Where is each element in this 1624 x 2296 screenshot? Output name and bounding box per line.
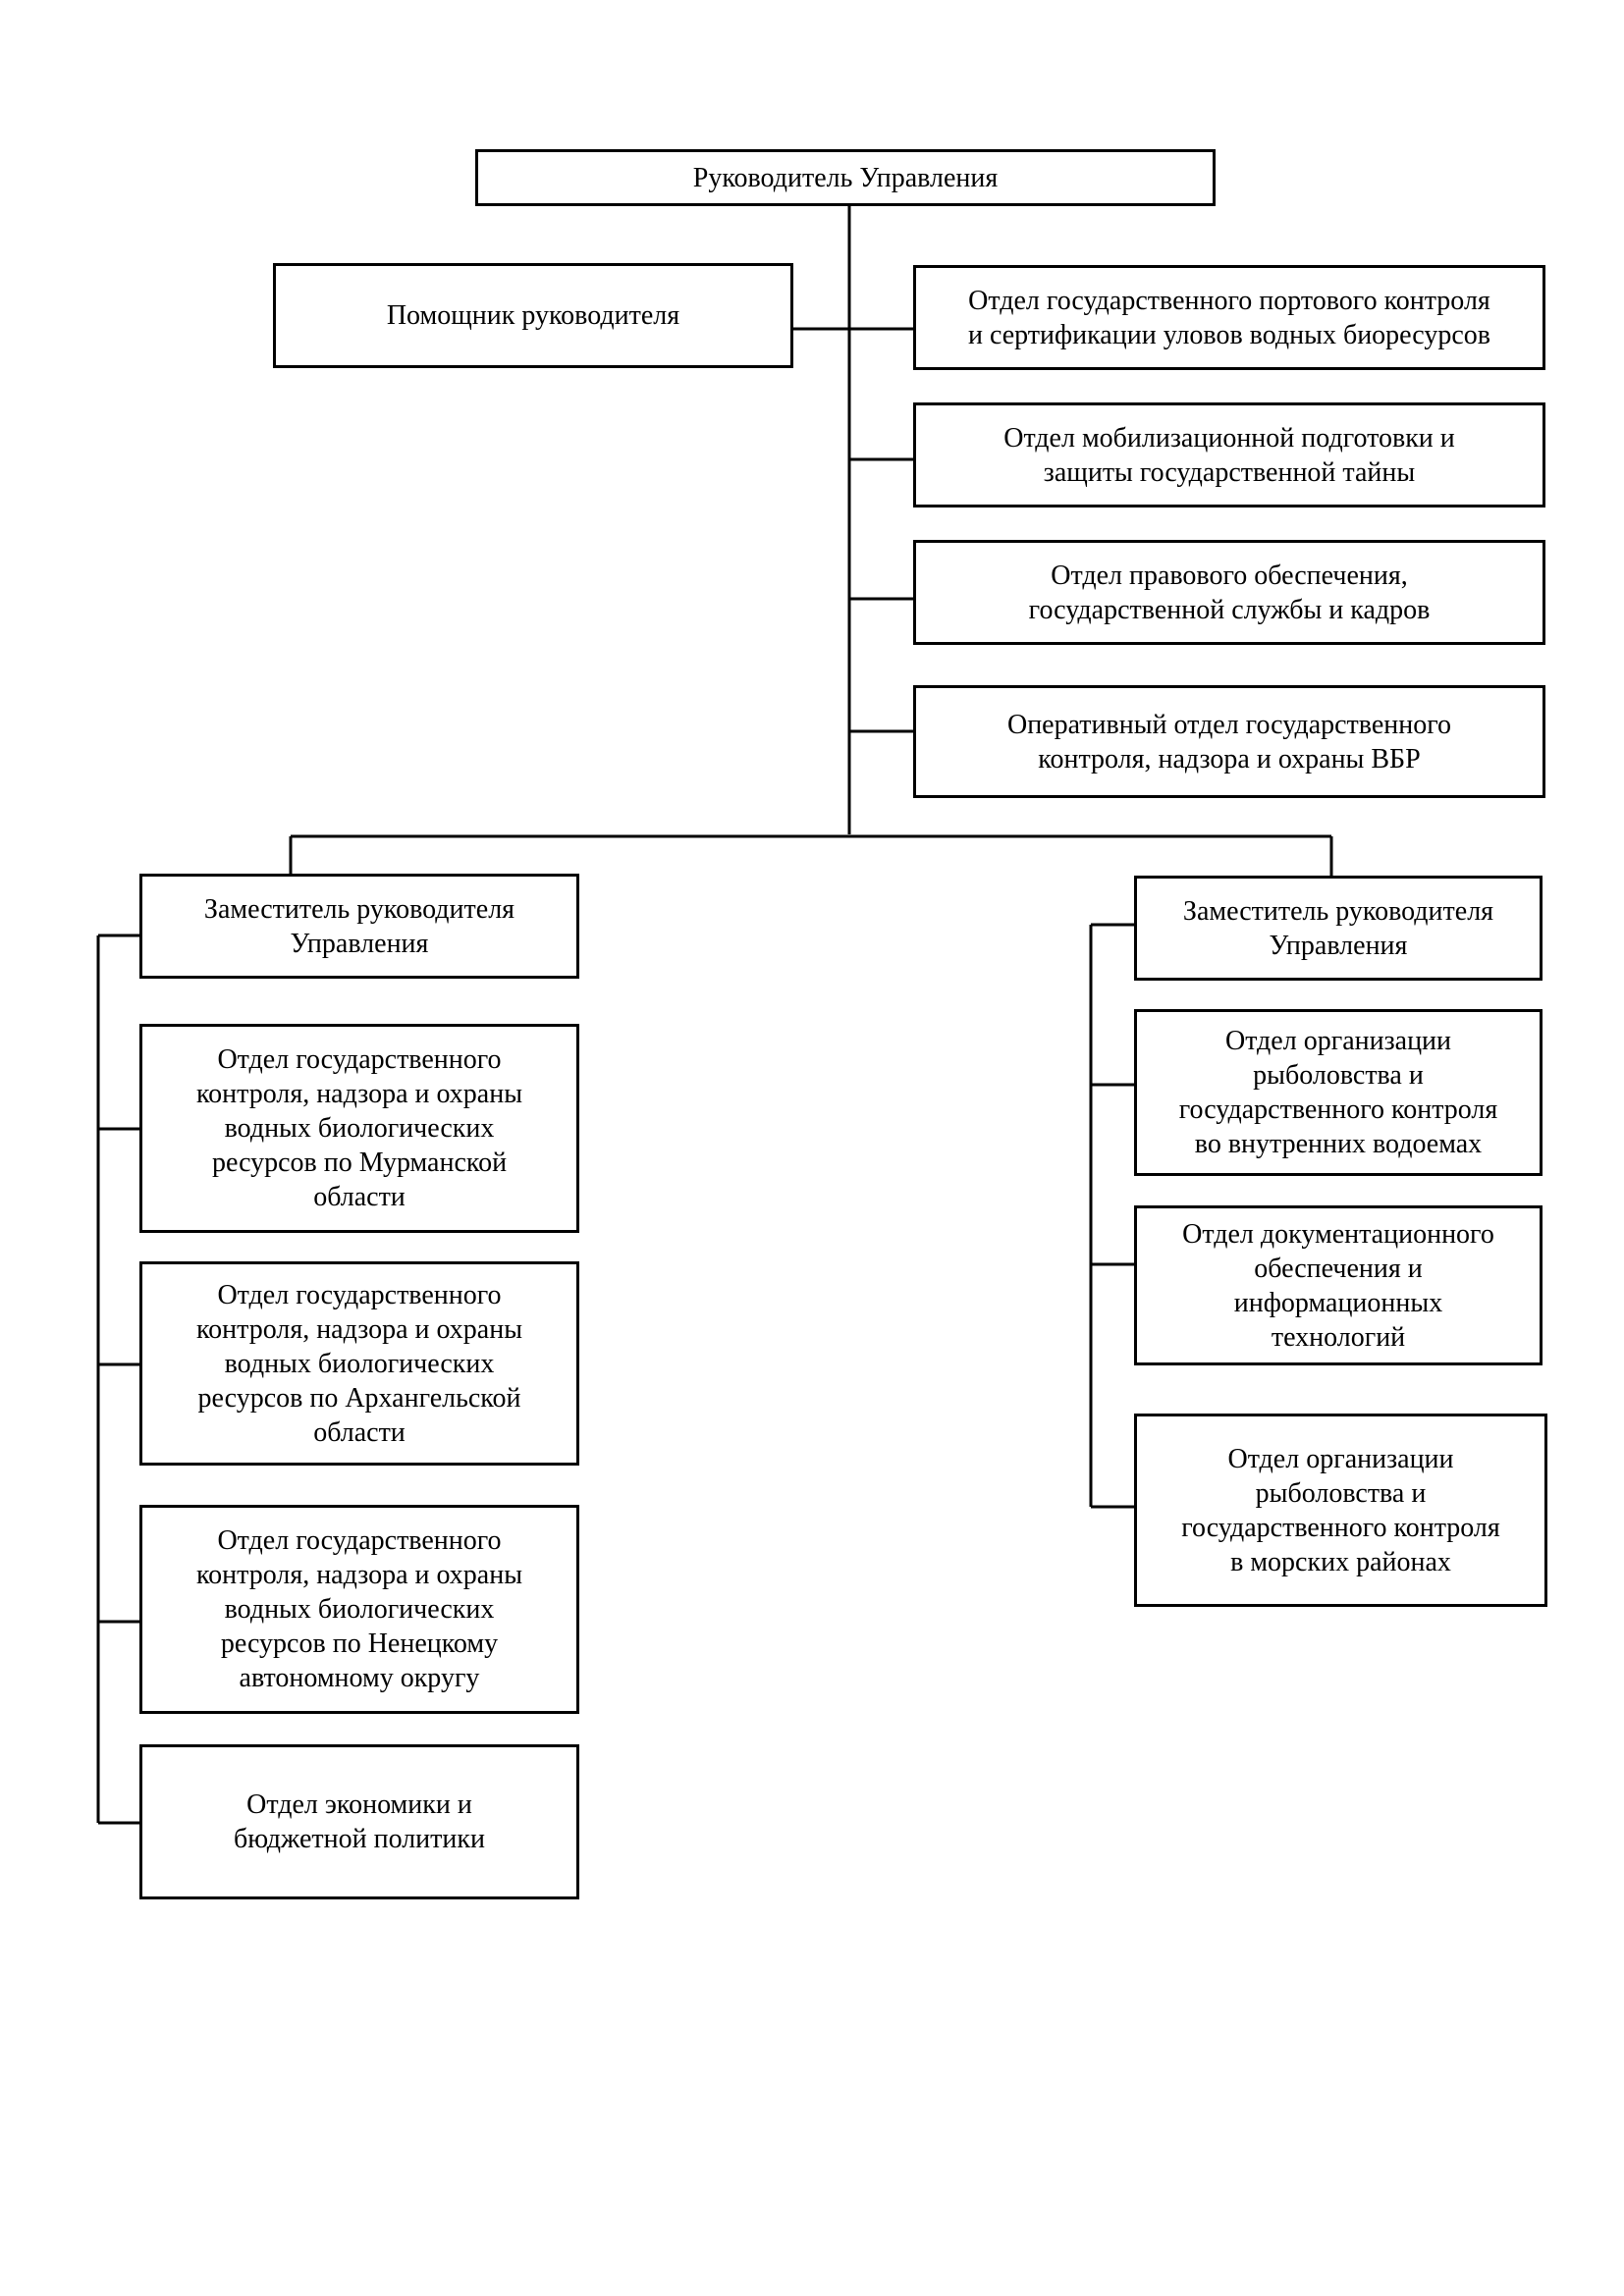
direct-department-box [913,540,1545,645]
direct-department-box [913,685,1545,798]
left-department-label: Отдел государственного контроля, надзора и охраны водных биологических ресурсов по Архангельской области [195,1279,523,1448]
right-department-label: Отдел документационного обеспечения и информационных технологий [1182,1218,1494,1353]
left-department-box [139,1024,579,1233]
head-label: Руководитель Управления [692,162,999,193]
assistant-label: Помощник руководителя [386,300,680,331]
head-box [475,149,1216,206]
left-department-box [139,1505,579,1714]
left-department-box [139,1261,579,1466]
right-deputy-box [1134,876,1543,981]
direct-department-box [913,402,1545,507]
right-department-box [1134,1009,1543,1176]
left-deputy-box [139,874,579,979]
left-deputy-label: Заместитель руководителя Управления [203,893,515,959]
right-department-box [1134,1205,1543,1365]
direct-department-label: Отдел государственного портового контроля и сертификации уловов водных биоресурсов [967,285,1491,350]
left-department-label: Отдел государственного контроля, надзора и охраны водных биологических ресурсов по Ненецкому автономному округу [195,1525,523,1693]
right-department-box [1134,1414,1547,1607]
direct-department-label: Отдел правового обеспечения, государственной службы и кадров [1028,560,1431,625]
right-deputy-label: Заместитель руководителя Управления [1182,895,1494,961]
right-department-label: Отдел организации рыболовства и государственного контроля во внутренних водоемах [1178,1026,1498,1159]
direct-department-label: Отдел мобилизационной подготовки и защиты государственной тайны [1003,422,1455,488]
direct-department-box [913,265,1545,370]
assistant-box [273,263,793,368]
right-department-label: Отдел организации рыболовства и государственного контроля в морских районах [1181,1443,1500,1577]
left-department-label: Отдел государственного контроля, надзора и охраны водных биологических ресурсов по Мурманской области [195,1044,523,1212]
left-department-box [139,1744,579,1899]
left-department-label: Отдел экономики и бюджетной политики [234,1789,485,1854]
direct-department-label: Оперативный отдел государственного контроля, надзора и охраны ВБР [1006,709,1452,774]
